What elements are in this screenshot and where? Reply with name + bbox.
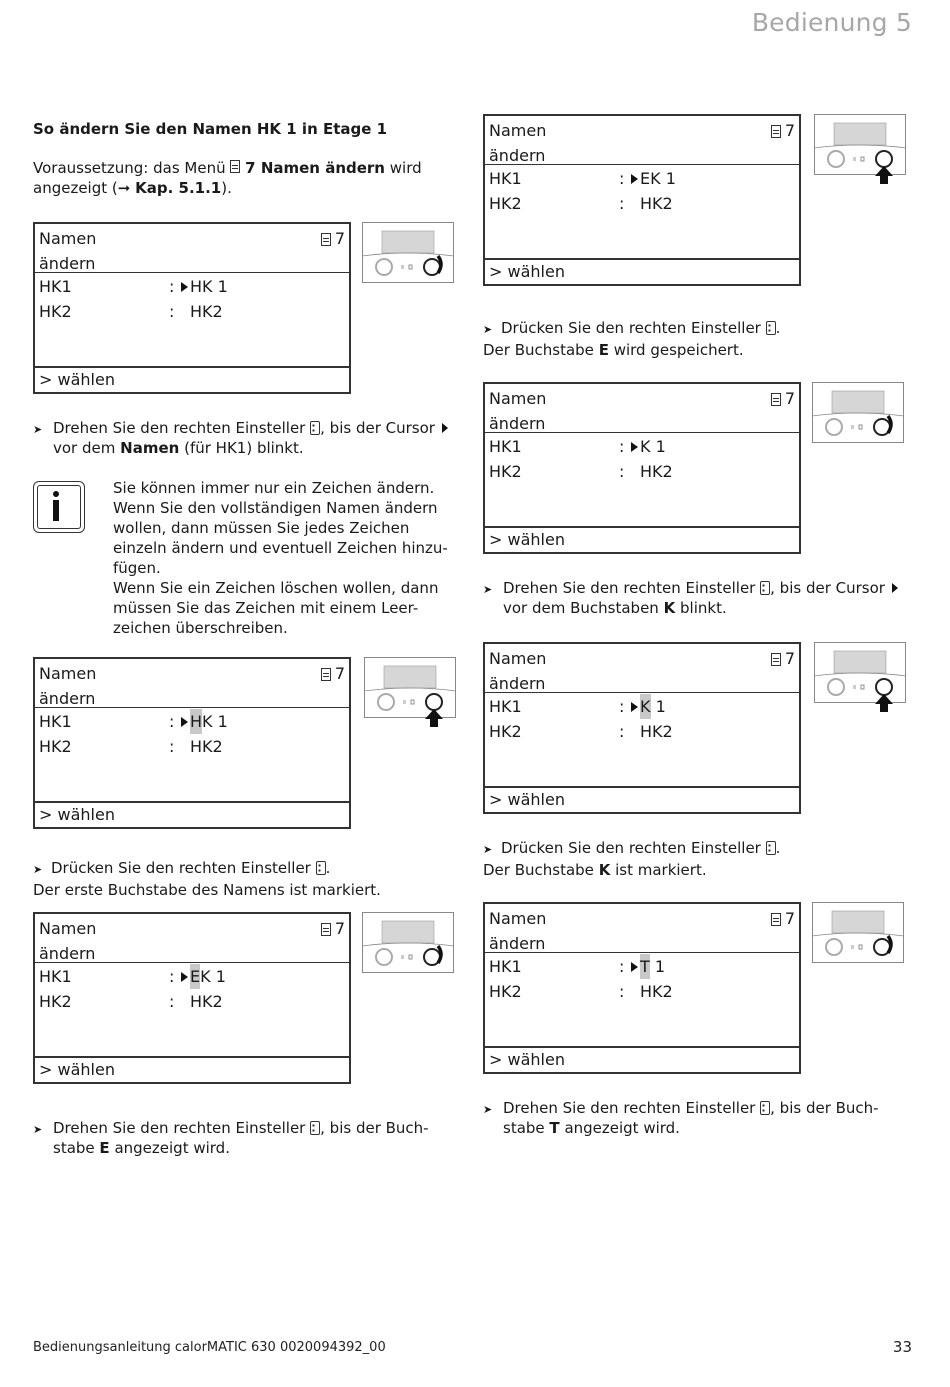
device-svg bbox=[362, 912, 454, 974]
section-header: Bedienung 5 bbox=[751, 8, 912, 37]
bullet-arrow-icon: ➤ bbox=[483, 583, 493, 596]
cursor-icon bbox=[181, 972, 188, 982]
right-knob bbox=[426, 694, 442, 710]
colon: : bbox=[619, 169, 625, 188]
highlighted-char: H bbox=[190, 709, 202, 734]
prereq-post: ). bbox=[221, 179, 232, 197]
colon: : bbox=[169, 992, 175, 1011]
knob-icon bbox=[760, 1101, 770, 1115]
step-text: (für HK1) blinkt. bbox=[184, 439, 304, 457]
device-display bbox=[382, 231, 434, 253]
display-screen-1 bbox=[33, 222, 351, 394]
divider bbox=[35, 272, 349, 273]
row-label: HK2 bbox=[489, 462, 522, 481]
cursor-icon bbox=[892, 583, 898, 593]
value-rest: K 1 bbox=[640, 437, 666, 456]
left-knob bbox=[376, 949, 392, 965]
device-illustration-2 bbox=[364, 657, 456, 719]
step-text: Drehen Sie den rechten Einsteller bbox=[503, 579, 756, 597]
menu-icon bbox=[321, 668, 331, 681]
divider bbox=[485, 432, 799, 433]
highlighted-char: T bbox=[640, 954, 650, 979]
left-knob bbox=[378, 694, 394, 710]
colon: : bbox=[169, 302, 175, 321]
step-text: . bbox=[775, 319, 781, 337]
prereq-pre: Voraussetzung: das Menü bbox=[33, 159, 226, 177]
left-knob bbox=[376, 259, 392, 275]
info-line: Sie können immer nur ein Zeichen ändern. bbox=[113, 479, 435, 497]
divider bbox=[35, 962, 349, 963]
value-rest: 1 bbox=[650, 697, 666, 716]
menu-number: 7 bbox=[771, 120, 795, 142]
value-rest: K 1 bbox=[200, 967, 226, 986]
value-rest: EK 1 bbox=[640, 169, 676, 188]
row-value bbox=[631, 166, 676, 191]
bullet-arrow-icon: ➤ bbox=[483, 323, 493, 336]
step-text: Drücken Sie den rechten Einsteller bbox=[51, 859, 311, 877]
info-line: einzeln ändern und eventuell Zeichen hinzu- bbox=[113, 539, 448, 557]
screen-title: Namen ändern bbox=[489, 649, 547, 693]
bullet-arrow-icon: ➤ bbox=[483, 843, 493, 856]
info-line: zeichen überschreiben. bbox=[113, 619, 288, 637]
step-1 bbox=[33, 418, 463, 457]
row-label: HK1 bbox=[489, 957, 522, 976]
cursor-icon bbox=[631, 174, 638, 184]
row-label: HK2 bbox=[489, 982, 522, 1001]
row-label: HK1 bbox=[489, 697, 522, 716]
step-6 bbox=[483, 838, 913, 880]
value-rest: 1 bbox=[649, 957, 666, 976]
right-knob bbox=[876, 151, 892, 167]
row-value bbox=[631, 694, 666, 719]
device-svg bbox=[814, 642, 906, 714]
value-rest: HK 1 bbox=[190, 277, 228, 296]
row-label: HK1 bbox=[39, 277, 72, 296]
screen-title: Namen ändern bbox=[39, 229, 97, 273]
step-text: Der Buchstabe bbox=[483, 861, 594, 879]
highlighted-char: E bbox=[190, 964, 200, 989]
device-illustration-3 bbox=[362, 912, 454, 974]
step-text: , bis der Buch- bbox=[320, 1119, 429, 1137]
menu-icon bbox=[321, 233, 331, 246]
step-text: , bis der Cursor bbox=[770, 579, 885, 597]
chapter-link[interactable]: Kap. 5.1.1 bbox=[135, 179, 222, 197]
step-text: Der Buchstabe bbox=[483, 341, 594, 359]
row-value bbox=[631, 954, 665, 979]
row-value: HK2 bbox=[640, 722, 673, 741]
device-svg bbox=[812, 902, 904, 964]
row-label: HK1 bbox=[39, 967, 72, 986]
device-illustration-1 bbox=[362, 222, 454, 284]
menu-icon bbox=[230, 160, 240, 173]
bullet-arrow-icon: ➤ bbox=[483, 1103, 493, 1116]
value-rest: K 1 bbox=[202, 712, 228, 731]
device-svg bbox=[364, 657, 456, 729]
page-number: 33 bbox=[892, 1338, 912, 1356]
arrow-right-icon: ➞ bbox=[117, 179, 131, 197]
info-line: wollen, dann müssen Sie jedes Zeichen bbox=[113, 519, 410, 537]
step-text-bold: E bbox=[598, 341, 609, 359]
display-screen-3 bbox=[33, 912, 351, 1084]
colon: : bbox=[169, 737, 175, 756]
bullet-arrow-icon: ➤ bbox=[33, 423, 43, 436]
step-text-bold: K bbox=[663, 599, 676, 617]
info-line: müssen Sie das Zeichen mit einem Leer- bbox=[113, 599, 419, 617]
screen-footer: > wählen bbox=[489, 262, 565, 281]
step-text: vor dem bbox=[53, 439, 116, 457]
step-text: ist markiert. bbox=[615, 861, 707, 879]
right-knob bbox=[876, 679, 892, 695]
knob-icon bbox=[310, 1121, 320, 1135]
screen-title: Namen ändern bbox=[489, 389, 547, 433]
row-label: HK1 bbox=[39, 712, 72, 731]
row-value: HK2 bbox=[190, 992, 223, 1011]
step-text-bold: E bbox=[99, 1139, 110, 1157]
step-text: . bbox=[325, 859, 331, 877]
row-label: HK1 bbox=[489, 169, 522, 188]
prerequisite-text bbox=[33, 158, 453, 198]
menu-icon bbox=[771, 653, 781, 666]
colon: : bbox=[169, 277, 175, 296]
cursor-icon bbox=[442, 423, 448, 433]
cursor-icon bbox=[631, 702, 638, 712]
knob-icon bbox=[310, 421, 320, 435]
colon: : bbox=[619, 722, 625, 741]
device-svg bbox=[812, 382, 904, 444]
menu-icon bbox=[771, 913, 781, 926]
row-value: HK2 bbox=[640, 194, 673, 213]
bullet-arrow-icon: ➤ bbox=[33, 863, 43, 876]
device-svg bbox=[362, 222, 454, 284]
row-value bbox=[631, 434, 666, 459]
display-screen-4 bbox=[483, 114, 801, 286]
step-text: , bis der Buch- bbox=[770, 1099, 879, 1117]
menu-number: 7 bbox=[321, 918, 345, 940]
step-text-bold: K bbox=[598, 861, 611, 879]
step-text: . bbox=[775, 839, 781, 857]
device-illustration-7 bbox=[812, 902, 904, 964]
row-value bbox=[181, 964, 226, 989]
row-label: HK2 bbox=[39, 302, 72, 321]
highlighted-char: K bbox=[640, 694, 651, 719]
menu-ref: 7 Namen ändern bbox=[245, 159, 385, 177]
info-line: Wenn Sie den vollständigen Namen ändern bbox=[113, 499, 438, 517]
step-4 bbox=[483, 318, 913, 360]
device-display bbox=[832, 391, 884, 413]
menu-number: 7 bbox=[771, 388, 795, 410]
cursor-icon bbox=[631, 442, 638, 452]
left-knob bbox=[828, 151, 844, 167]
step-text: angezeigt wird. bbox=[564, 1119, 680, 1137]
row-label: HK2 bbox=[39, 992, 72, 1011]
screen-footer: > wählen bbox=[39, 370, 115, 389]
info-icon bbox=[33, 481, 85, 533]
info-line: fügen. bbox=[113, 559, 161, 577]
step-text: blinkt. bbox=[680, 599, 727, 617]
step-text-bold: T bbox=[549, 1119, 560, 1137]
device-display bbox=[834, 123, 886, 145]
cursor-icon bbox=[181, 282, 188, 292]
menu-number: 7 bbox=[771, 908, 795, 930]
menu-number: 7 bbox=[771, 648, 795, 670]
heading: So ändern Sie den Namen HK 1 in Etage 1 bbox=[33, 120, 388, 138]
left-knob bbox=[826, 419, 842, 435]
step-5 bbox=[483, 578, 913, 617]
colon: : bbox=[619, 437, 625, 456]
row-label: HK2 bbox=[489, 722, 522, 741]
device-illustration-4 bbox=[814, 114, 906, 176]
device-display bbox=[382, 921, 434, 943]
step-text: , bis der Cursor bbox=[320, 419, 435, 437]
screen-title: Namen ändern bbox=[489, 121, 547, 165]
divider bbox=[485, 164, 799, 165]
step-text: Der erste Buchstabe des Namens ist markiert. bbox=[33, 881, 381, 899]
row-label: HK2 bbox=[39, 737, 72, 756]
menu-icon bbox=[321, 923, 331, 936]
device-display bbox=[832, 911, 884, 933]
colon: : bbox=[619, 957, 625, 976]
colon: : bbox=[619, 697, 625, 716]
row-value: HK2 bbox=[640, 982, 673, 1001]
info-text bbox=[113, 478, 453, 638]
display-screen-6 bbox=[483, 642, 801, 814]
step-text-bold: Namen bbox=[120, 439, 180, 457]
row-label: HK1 bbox=[489, 437, 522, 456]
display-screen-7 bbox=[483, 902, 801, 1074]
step-text: stabe bbox=[53, 1139, 95, 1157]
menu-number: 7 bbox=[321, 228, 345, 250]
screen-footer: > wählen bbox=[39, 1060, 115, 1079]
info-line: Wenn Sie ein Zeichen löschen wollen, dann bbox=[113, 579, 439, 597]
row-value: HK2 bbox=[640, 462, 673, 481]
row-value bbox=[181, 274, 228, 299]
device-illustration-5 bbox=[812, 382, 904, 444]
device-display bbox=[384, 666, 436, 688]
device-display bbox=[834, 651, 886, 673]
screen-title: Namen ändern bbox=[39, 664, 97, 708]
screen-footer: > wählen bbox=[39, 805, 115, 824]
colon: : bbox=[619, 982, 625, 1001]
step-text: Drehen Sie den rechten Einsteller bbox=[53, 419, 306, 437]
screen-footer: > wählen bbox=[489, 1050, 565, 1069]
menu-icon bbox=[771, 393, 781, 406]
row-value: HK2 bbox=[190, 302, 223, 321]
device-svg bbox=[814, 114, 906, 186]
knob-icon bbox=[766, 841, 776, 855]
knob-icon bbox=[760, 581, 770, 595]
device-illustration-6 bbox=[814, 642, 906, 704]
step-text: vor dem Buchstaben bbox=[503, 599, 659, 617]
step-7 bbox=[483, 1098, 913, 1137]
step-text: angezeigt wird. bbox=[114, 1139, 230, 1157]
colon: : bbox=[169, 967, 175, 986]
step-text: Drücken Sie den rechten Einsteller bbox=[501, 319, 761, 337]
step-text: stabe bbox=[503, 1119, 545, 1137]
menu-icon bbox=[771, 125, 781, 138]
display-screen-2 bbox=[33, 657, 351, 829]
divider bbox=[485, 952, 799, 953]
left-knob bbox=[826, 939, 842, 955]
colon: : bbox=[619, 194, 625, 213]
step-text: wird gespeichert. bbox=[613, 341, 744, 359]
step-text: Drehen Sie den rechten Einsteller bbox=[503, 1099, 756, 1117]
row-label: HK2 bbox=[489, 194, 522, 213]
divider bbox=[485, 692, 799, 693]
colon: : bbox=[619, 462, 625, 481]
step-3 bbox=[33, 1118, 463, 1157]
menu-number: 7 bbox=[321, 663, 345, 685]
row-value: HK2 bbox=[190, 737, 223, 756]
document-footer: Bedienungsanleitung calorMATIC 630 0020094392_00 bbox=[33, 1340, 386, 1355]
prereq-mid: wird angezeigt ( bbox=[33, 159, 422, 197]
screen-footer: > wählen bbox=[489, 530, 565, 549]
screen-title: Namen ändern bbox=[39, 919, 97, 963]
cursor-icon bbox=[631, 962, 638, 972]
left-knob bbox=[828, 679, 844, 695]
colon: : bbox=[169, 712, 175, 731]
bullet-arrow-icon: ➤ bbox=[33, 1123, 43, 1136]
screen-footer: > wählen bbox=[489, 790, 565, 809]
divider bbox=[35, 707, 349, 708]
display-screen-5 bbox=[483, 382, 801, 554]
step-text: Drücken Sie den rechten Einsteller bbox=[501, 839, 761, 857]
screen-title: Namen ändern bbox=[489, 909, 547, 953]
cursor-icon bbox=[181, 717, 188, 727]
step-2 bbox=[33, 858, 463, 900]
row-value bbox=[181, 709, 228, 734]
step-text: Drehen Sie den rechten Einsteller bbox=[53, 1119, 306, 1137]
knob-icon bbox=[316, 861, 326, 875]
knob-icon bbox=[766, 321, 776, 335]
